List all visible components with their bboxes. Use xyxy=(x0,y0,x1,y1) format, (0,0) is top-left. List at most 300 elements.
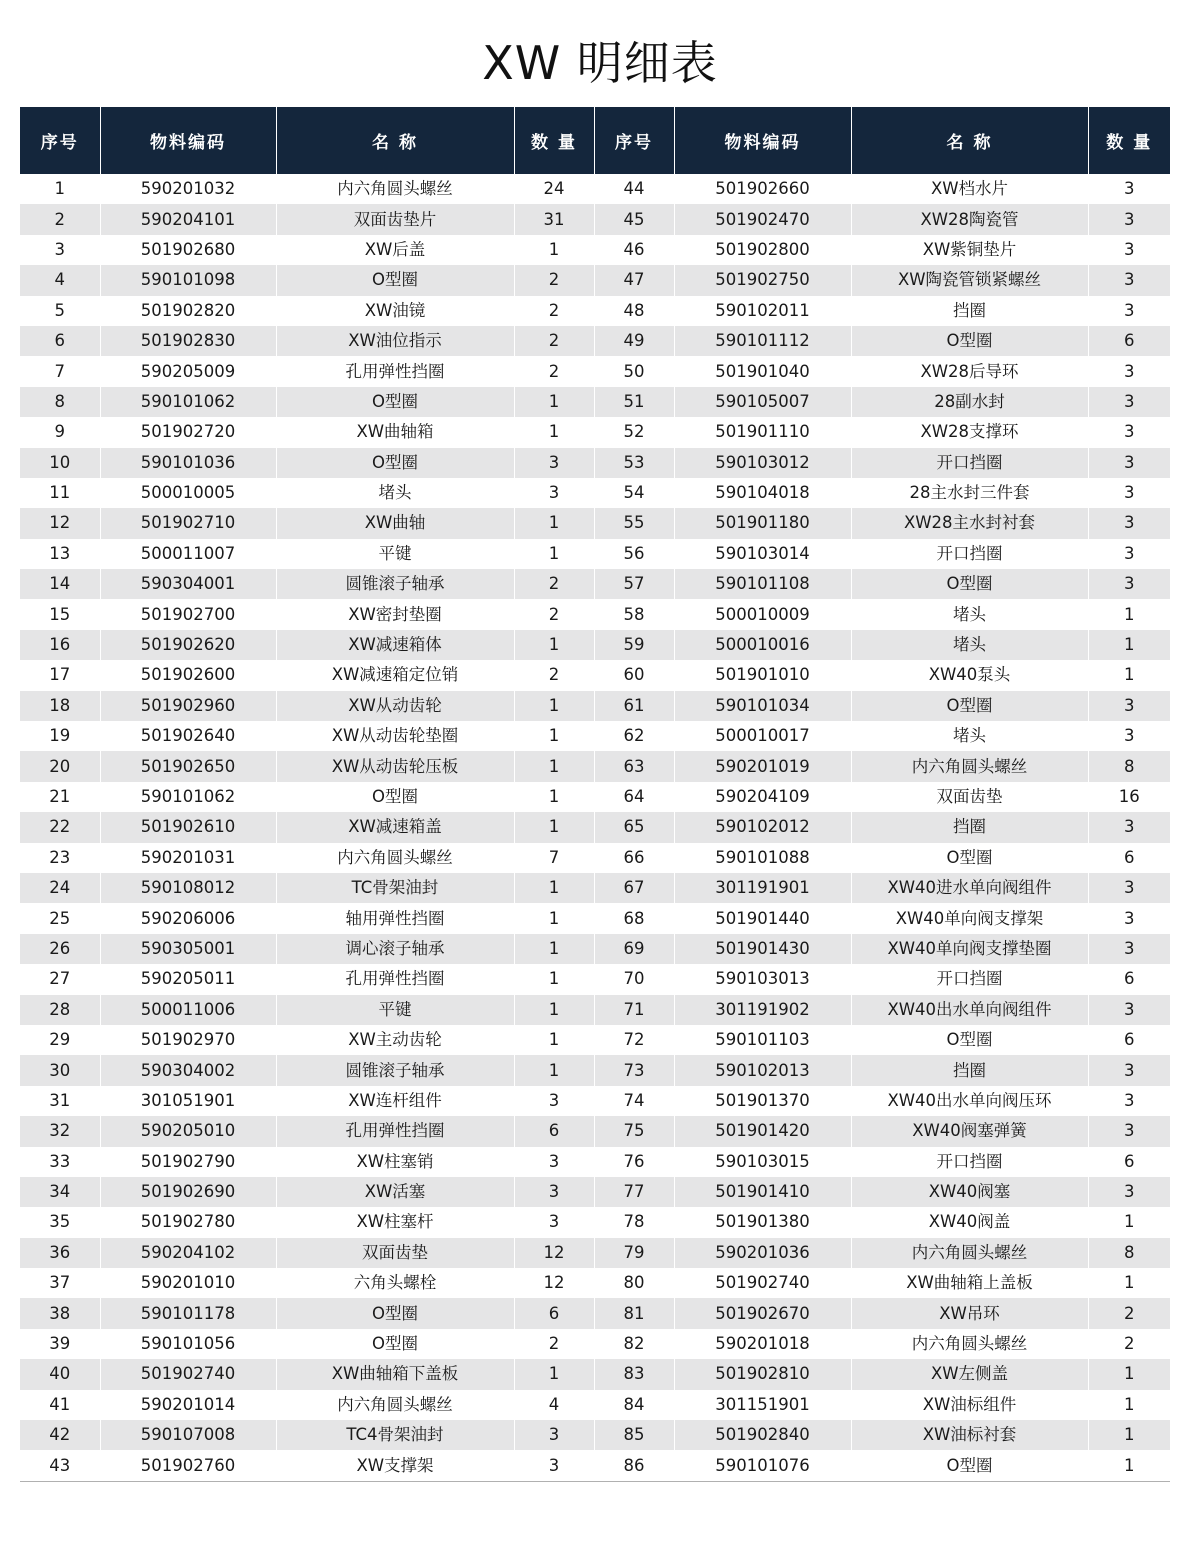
cell-code: 501902740 xyxy=(100,1359,276,1389)
cell-code: 501902800 xyxy=(674,235,851,265)
cell-index: 83 xyxy=(594,1359,674,1389)
cell-name: XW曲轴 xyxy=(276,508,514,538)
cell-code: 590101108 xyxy=(674,569,851,599)
table-row xyxy=(20,235,1170,265)
cell-code: 590101062 xyxy=(100,387,276,417)
cell-name: 平键 xyxy=(276,995,514,1025)
table-row xyxy=(20,812,1170,842)
cell-code: 590102011 xyxy=(674,296,851,326)
cell-qty: 3 xyxy=(1088,812,1170,842)
cell-index: 45 xyxy=(594,204,674,234)
cell-qty: 6 xyxy=(1088,964,1170,994)
cell-name: XW主动齿轮 xyxy=(276,1025,514,1055)
cell-name: XW28支撑环 xyxy=(851,417,1088,447)
table-row xyxy=(20,417,1170,447)
table-row xyxy=(20,630,1170,660)
table-row xyxy=(20,508,1170,538)
cell-qty: 1 xyxy=(514,539,594,569)
cell-code: 501901410 xyxy=(674,1177,851,1207)
cell-index: 58 xyxy=(594,599,674,629)
cell-qty: 3 xyxy=(1088,903,1170,933)
cell-name: XW从动齿轮 xyxy=(276,691,514,721)
column-header-index: 序号 xyxy=(20,107,100,174)
cell-code: 590201031 xyxy=(100,843,276,873)
cell-name: XW密封垫圈 xyxy=(276,599,514,629)
table-row xyxy=(20,265,1170,295)
table-row xyxy=(20,1207,1170,1237)
cell-code: 500011007 xyxy=(100,539,276,569)
cell-index: 61 xyxy=(594,691,674,721)
cell-index: 4 xyxy=(20,265,100,295)
cell-name: O型圈 xyxy=(851,1025,1088,1055)
cell-qty: 3 xyxy=(1088,691,1170,721)
cell-index: 33 xyxy=(49,1151,71,1171)
cell-qty: 1 xyxy=(1088,630,1170,660)
cell-index: 49 xyxy=(594,326,674,356)
cell-code: 590204102 xyxy=(100,1238,276,1268)
cell-qty: 4 xyxy=(514,1390,594,1420)
cell-code: 590103013 xyxy=(674,964,851,994)
cell-code: 501902690 xyxy=(100,1177,276,1207)
cell-index: 46 xyxy=(594,235,674,265)
cell-qty: 3 xyxy=(1088,873,1170,903)
cell-name: XW从动齿轮垫圈 xyxy=(276,721,514,751)
cell-code: 590103015 xyxy=(674,1147,851,1177)
cell-code: 501901420 xyxy=(674,1116,851,1146)
cell-qty: 2 xyxy=(514,569,594,599)
cell-name: 开口挡圈 xyxy=(851,448,1088,478)
cell-code: 590101036 xyxy=(100,448,276,478)
cell-name: XW40出水单向阀压环 xyxy=(851,1086,1088,1116)
cell-index: 79 xyxy=(594,1238,674,1268)
cell-code: 590201019 xyxy=(674,751,851,781)
cell-code: 501901430 xyxy=(674,934,851,964)
cell-index: 60 xyxy=(594,660,674,690)
table-row xyxy=(20,1177,1170,1207)
cell-index: 2 xyxy=(20,204,100,234)
cell-name: 轴用弹性挡圈 xyxy=(276,903,514,933)
column-header-name: 名 称 xyxy=(851,107,1088,174)
cell-name: 圆锥滚子轴承 xyxy=(276,1055,514,1085)
cell-qty: 2 xyxy=(514,326,594,356)
cell-name: TC4骨架油封 xyxy=(276,1420,514,1450)
cell-qty: 3 xyxy=(1088,1086,1170,1116)
cell-code: 500010017 xyxy=(674,721,851,751)
cell-index: 70 xyxy=(594,964,674,994)
cell-code: 590101103 xyxy=(674,1025,851,1055)
cell-code: 501901380 xyxy=(674,1207,851,1237)
cell-qty: 1 xyxy=(514,995,594,1025)
cell-code: 590101034 xyxy=(674,691,851,721)
cell-code: 590101112 xyxy=(674,326,851,356)
cell-qty: 1 xyxy=(1088,599,1170,629)
cell-qty: 1 xyxy=(1088,1359,1170,1389)
table-row xyxy=(20,1298,1170,1328)
cell-index: 77 xyxy=(594,1177,674,1207)
table-row xyxy=(20,1450,1170,1481)
cell-code: 501901010 xyxy=(674,660,851,690)
cell-name: XW油标组件 xyxy=(851,1390,1088,1420)
cell-qty: 3 xyxy=(1088,1116,1170,1146)
table-row xyxy=(20,1268,1170,1298)
cell-qty: 1 xyxy=(514,508,594,538)
cell-qty: 6 xyxy=(514,1116,594,1146)
cell-name: O型圈 xyxy=(851,569,1088,599)
cell-code: 590304001 xyxy=(100,569,276,599)
cell-index: 81 xyxy=(594,1298,674,1328)
cell-name: XW连杆组件 xyxy=(276,1086,514,1116)
cell-qty: 3 xyxy=(1088,995,1170,1025)
cell-qty: 1 xyxy=(514,812,594,842)
cell-index: 74 xyxy=(594,1086,674,1116)
cell-index: 86 xyxy=(594,1450,674,1481)
cell-index: 21 xyxy=(49,787,71,806)
cell-qty: 3 xyxy=(1088,539,1170,569)
cell-qty: 12 xyxy=(514,1238,594,1268)
cell-qty: 2 xyxy=(514,660,594,690)
cell-index: 80 xyxy=(594,1268,674,1298)
cell-code: 590107008 xyxy=(100,1420,276,1450)
cell-name: XW油标衬套 xyxy=(851,1420,1088,1450)
table-row xyxy=(20,296,1170,326)
cell-qty: 2 xyxy=(514,265,594,295)
cell-qty: 24 xyxy=(514,174,594,204)
cell-index: 56 xyxy=(594,539,674,569)
column-header-code: 物料编码 xyxy=(674,107,851,174)
cell-qty: 3 xyxy=(514,1420,594,1450)
cell-index: 5 xyxy=(54,300,65,320)
cell-name: 双面齿垫 xyxy=(851,782,1088,812)
column-header-qty: 数 量 xyxy=(1088,107,1170,174)
cell-code: 501902600 xyxy=(100,660,276,690)
cell-qty: 7 xyxy=(514,843,594,873)
cell-code: 590204101 xyxy=(100,204,276,234)
cell-index: 44 xyxy=(594,174,674,204)
cell-name: TC骨架油封 xyxy=(276,873,514,903)
cell-index: 8 xyxy=(20,387,100,417)
cell-index: 54 xyxy=(594,478,674,508)
cell-qty: 2 xyxy=(514,599,594,629)
cell-code: 501901110 xyxy=(674,417,851,447)
cell-qty: 1 xyxy=(1088,1207,1170,1237)
cell-code: 500010009 xyxy=(674,599,851,629)
cell-name: XW紫铜垫片 xyxy=(851,235,1088,265)
cell-qty: 3 xyxy=(514,448,594,478)
cell-index: 84 xyxy=(594,1390,674,1420)
table-row xyxy=(20,873,1170,903)
cell-qty: 3 xyxy=(1088,235,1170,265)
cell-qty: 1 xyxy=(514,751,594,781)
cell-qty: 3 xyxy=(1088,174,1170,204)
cell-name: XW油位指示 xyxy=(276,326,514,356)
table-body xyxy=(20,174,1170,1481)
cell-name: 内六角圆头螺丝 xyxy=(851,1329,1088,1359)
cell-code: 501902620 xyxy=(100,630,276,660)
column-header-code: 物料编码 xyxy=(100,107,276,174)
cell-code: 500011006 xyxy=(100,995,276,1025)
cell-name: XW40阀盖 xyxy=(851,1207,1088,1237)
cell-qty: 3 xyxy=(1088,448,1170,478)
cell-code: 501901440 xyxy=(674,903,851,933)
cell-code: 590101062 xyxy=(100,782,276,812)
cell-qty: 1 xyxy=(514,721,594,751)
cell-name: 调心滚子轴承 xyxy=(276,934,514,964)
column-header-qty: 数 量 xyxy=(514,107,594,174)
cell-code: 501902790 xyxy=(100,1147,276,1177)
cell-name: 六角头螺栓 xyxy=(276,1268,514,1298)
cell-name: 内六角圆头螺丝 xyxy=(276,174,514,204)
table-row xyxy=(20,691,1170,721)
cell-qty: 12 xyxy=(514,1268,594,1298)
cell-name: 开口挡圈 xyxy=(851,539,1088,569)
table-row xyxy=(20,1086,1170,1116)
cell-index: 75 xyxy=(594,1116,674,1146)
cell-index: 72 xyxy=(594,1025,674,1055)
cell-index: 26 xyxy=(20,934,100,964)
cell-qty: 1 xyxy=(1088,1390,1170,1420)
cell-name: XW柱塞杆 xyxy=(276,1207,514,1237)
table-row xyxy=(20,1329,1170,1359)
cell-code: 501902610 xyxy=(100,812,276,842)
cell-index: 30 xyxy=(20,1055,100,1085)
cell-qty: 6 xyxy=(1088,326,1170,356)
cell-index: 27 xyxy=(49,969,71,989)
cell-code: 501902740 xyxy=(674,1268,851,1298)
cell-name: 双面齿垫片 xyxy=(276,204,514,234)
cell-code: 501902830 xyxy=(100,326,276,356)
cell-qty: 3 xyxy=(514,1177,594,1207)
cell-name: O型圈 xyxy=(276,448,514,478)
cell-code: 501901040 xyxy=(674,356,851,386)
cell-index: 18 xyxy=(20,691,100,721)
cell-index: 65 xyxy=(594,812,674,842)
cell-code: 590204109 xyxy=(674,782,851,812)
cell-index: 52 xyxy=(594,417,674,447)
cell-name: XW40阀塞弹簧 xyxy=(851,1116,1088,1146)
cell-index: 55 xyxy=(594,508,674,538)
table-row xyxy=(20,204,1170,234)
table-row xyxy=(20,843,1170,873)
cell-qty: 3 xyxy=(1088,265,1170,295)
cell-qty: 8 xyxy=(1088,1238,1170,1268)
cell-name: O型圈 xyxy=(276,1329,514,1359)
cell-index: 15 xyxy=(49,604,71,624)
cell-qty: 3 xyxy=(1088,296,1170,326)
cell-index: 71 xyxy=(594,995,674,1025)
cell-code: 590201014 xyxy=(100,1390,276,1420)
table-row xyxy=(20,1147,1170,1177)
cell-name: XW曲轴箱下盖板 xyxy=(276,1359,514,1389)
cell-code: 590304002 xyxy=(100,1055,276,1085)
cell-index: 41 xyxy=(49,1394,71,1414)
cell-name: XW活塞 xyxy=(276,1177,514,1207)
cell-code: 501902470 xyxy=(674,204,851,234)
cell-code: 590205009 xyxy=(100,356,276,386)
cell-index: 37 xyxy=(49,1273,71,1293)
cell-index: 22 xyxy=(20,812,100,842)
cell-code: 590103012 xyxy=(674,448,851,478)
cell-name: XW减速箱定位销 xyxy=(276,660,514,690)
cell-name: XW28后导环 xyxy=(851,356,1088,386)
cell-qty: 1 xyxy=(514,387,594,417)
cell-code: 590105007 xyxy=(674,387,851,417)
cell-qty: 8 xyxy=(1088,751,1170,781)
cell-name: XW40进水单向阀组件 xyxy=(851,873,1088,903)
cell-qty: 3 xyxy=(514,1147,594,1177)
cell-name: 挡圈 xyxy=(851,296,1088,326)
cell-index: 57 xyxy=(594,569,674,599)
cell-index: 11 xyxy=(49,483,71,503)
cell-code: 500010005 xyxy=(100,478,276,508)
cell-code: 501902640 xyxy=(100,721,276,751)
cell-name: 堵头 xyxy=(276,478,514,508)
cell-index: 3 xyxy=(54,239,65,259)
cell-name: XW后盖 xyxy=(276,235,514,265)
cell-name: XW从动齿轮压板 xyxy=(276,751,514,781)
cell-name: XW减速箱体 xyxy=(276,630,514,660)
cell-name: XW柱塞销 xyxy=(276,1147,514,1177)
cell-name: O型圈 xyxy=(276,782,514,812)
cell-code: 590205011 xyxy=(100,964,276,994)
cell-qty: 3 xyxy=(1088,1055,1170,1085)
cell-index: 42 xyxy=(20,1420,100,1450)
cell-name: 28主水封三件套 xyxy=(851,478,1088,508)
cell-code: 590103014 xyxy=(674,539,851,569)
cell-qty: 1 xyxy=(1088,660,1170,690)
page-title: XW 明细表 xyxy=(482,36,718,90)
cell-code: 501902960 xyxy=(100,691,276,721)
cell-index: 13 xyxy=(49,543,71,563)
cell-index: 66 xyxy=(594,843,674,873)
cell-code: 590101178 xyxy=(100,1298,276,1328)
cell-qty: 1 xyxy=(1088,1450,1170,1481)
cell-name: XW40出水单向阀组件 xyxy=(851,995,1088,1025)
cell-qty: 2 xyxy=(1088,1329,1170,1359)
cell-index: 62 xyxy=(594,721,674,751)
cell-index: 10 xyxy=(20,448,100,478)
cell-name: XW支撑架 xyxy=(276,1450,514,1481)
cell-qty: 1 xyxy=(1088,1420,1170,1450)
cell-code: 301051901 xyxy=(100,1086,276,1116)
table-row xyxy=(20,1025,1170,1055)
cell-index: 14 xyxy=(20,569,100,599)
cell-index: 73 xyxy=(594,1055,674,1085)
table-row xyxy=(20,448,1170,478)
cell-code: 501902660 xyxy=(674,174,851,204)
cell-code: 590101056 xyxy=(100,1329,276,1359)
cell-name: XW档水片 xyxy=(851,174,1088,204)
cell-qty: 3 xyxy=(1088,204,1170,234)
cell-name: 28副水封 xyxy=(851,387,1088,417)
table-row xyxy=(20,660,1170,690)
cell-qty: 3 xyxy=(1088,478,1170,508)
cell-qty: 1 xyxy=(514,934,594,964)
cell-name: 内六角圆头螺丝 xyxy=(276,843,514,873)
cell-qty: 1 xyxy=(514,235,594,265)
cell-qty: 6 xyxy=(514,1298,594,1328)
cell-index: 34 xyxy=(20,1177,100,1207)
cell-qty: 2 xyxy=(514,296,594,326)
table-row xyxy=(20,721,1170,751)
table-row xyxy=(20,1055,1170,1085)
cell-name: 孔用弹性挡圈 xyxy=(276,964,514,994)
cell-name: XW左侧盖 xyxy=(851,1359,1088,1389)
cell-name: O型圈 xyxy=(851,1450,1088,1481)
cell-index: 51 xyxy=(594,387,674,417)
cell-qty: 1 xyxy=(514,630,594,660)
cell-qty: 3 xyxy=(514,478,594,508)
cell-name: 挡圈 xyxy=(851,1055,1088,1085)
cell-index: 53 xyxy=(594,448,674,478)
table-row xyxy=(20,995,1170,1025)
table-row xyxy=(20,1420,1170,1450)
cell-qty: 3 xyxy=(1088,1177,1170,1207)
cell-name: 圆锥滚子轴承 xyxy=(276,569,514,599)
cell-code: 590201036 xyxy=(674,1238,851,1268)
cell-index: 67 xyxy=(594,873,674,903)
cell-name: 开口挡圈 xyxy=(851,1147,1088,1177)
cell-name: 内六角圆头螺丝 xyxy=(851,1238,1088,1268)
cell-index: 59 xyxy=(594,630,674,660)
cell-name: O型圈 xyxy=(851,843,1088,873)
cell-name: 挡圈 xyxy=(851,812,1088,842)
cell-index: 82 xyxy=(594,1329,674,1359)
table-row xyxy=(20,569,1170,599)
cell-code: 501902720 xyxy=(100,417,276,447)
cell-code: 501902710 xyxy=(100,508,276,538)
cell-code: 590201010 xyxy=(100,1268,276,1298)
cell-index: 17 xyxy=(49,665,71,685)
cell-index: 20 xyxy=(20,751,100,781)
cell-code: 501902750 xyxy=(674,265,851,295)
cell-name: XW40泵头 xyxy=(851,660,1088,690)
cell-code: 590201018 xyxy=(674,1329,851,1359)
cell-name: O型圈 xyxy=(276,265,514,295)
cell-name: XW28主水封衬套 xyxy=(851,508,1088,538)
cell-name: XW28陶瓷管 xyxy=(851,204,1088,234)
cell-name: XW陶瓷管锁紧螺丝 xyxy=(851,265,1088,295)
cell-qty: 3 xyxy=(514,1086,594,1116)
cell-index: 7 xyxy=(54,361,65,381)
cell-index: 43 xyxy=(20,1450,100,1481)
cell-code: 501902820 xyxy=(100,296,276,326)
cell-code: 501902650 xyxy=(100,751,276,781)
cell-name: XW油镜 xyxy=(276,296,514,326)
cell-index: 29 xyxy=(49,1030,71,1050)
table-row xyxy=(20,1116,1170,1146)
cell-name: O型圈 xyxy=(851,326,1088,356)
cell-code: 301191901 xyxy=(674,873,851,903)
table-row xyxy=(20,751,1170,781)
table-row xyxy=(20,782,1170,812)
cell-qty: 6 xyxy=(1088,843,1170,873)
cell-code: 590108012 xyxy=(100,873,276,903)
cell-code: 590305001 xyxy=(100,934,276,964)
cell-index: 19 xyxy=(49,726,71,746)
cell-code: 501902780 xyxy=(100,1207,276,1237)
cell-index: 85 xyxy=(594,1420,674,1450)
cell-index: 64 xyxy=(594,782,674,812)
cell-code: 501902670 xyxy=(674,1298,851,1328)
cell-index: 40 xyxy=(20,1359,100,1389)
cell-qty: 1 xyxy=(514,1359,594,1389)
cell-index: 50 xyxy=(594,356,674,386)
cell-code: 501901370 xyxy=(674,1086,851,1116)
cell-qty: 1 xyxy=(514,964,594,994)
cell-qty: 1 xyxy=(514,1025,594,1055)
cell-index: 16 xyxy=(20,630,100,660)
table-row xyxy=(20,174,1170,204)
